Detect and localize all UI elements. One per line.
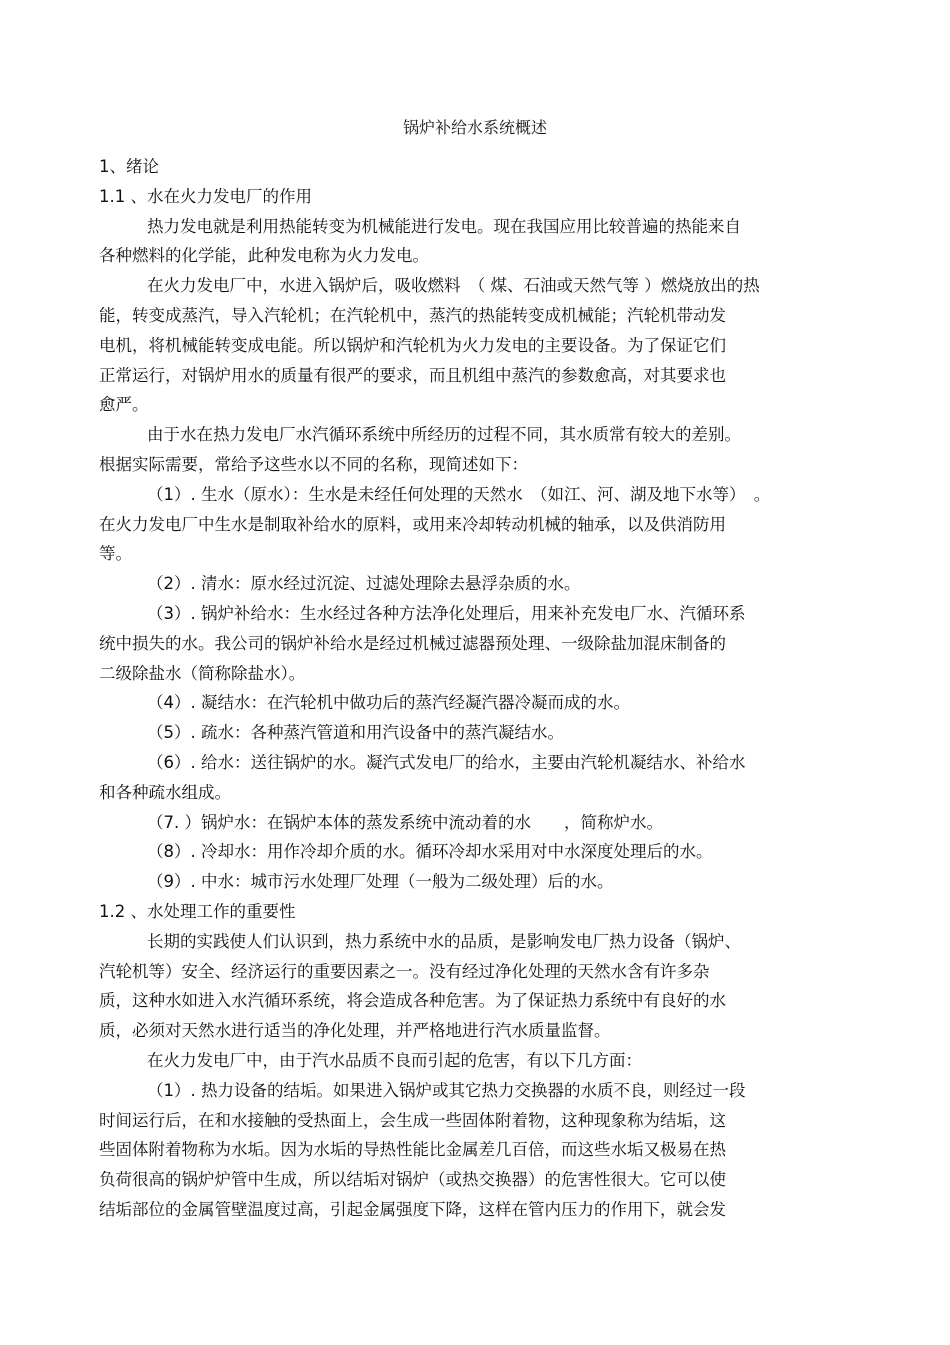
text-line: 愈严。 [99, 395, 149, 415]
text-line: 和各种疏水组成。 [99, 782, 231, 802]
text-line: （6）. 给水：送往锅炉的水。凝汽式发电厂的给水，主要由汽轮机凝结水、补给水 [147, 752, 746, 772]
text-line: 质，必须对天然水进行适当的净化处理，并严格地进行汽水质量监督。 [99, 1021, 611, 1041]
text-line: （1）. 热力设备的结垢。如果进入锅炉或其它热力交换器的水质不良，则经过一段 [147, 1080, 746, 1100]
text-line: （7. ）锅炉水：在锅炉本体的蒸发系统中流动着的水 ，简称炉水。 [147, 812, 663, 832]
text-line: 时间运行后，在和水接触的受热面上，会生成一些固体附着物，这种现象称为结垢，这 [99, 1110, 726, 1130]
document-title: 锅炉补给水系统概述 [402, 118, 547, 137]
text-line: 质，这种水如进入水汽循环系统，将会造成各种危害。为了保证热力系统中有良好的水 [99, 991, 726, 1011]
text-line: 二级除盐水（简称除盐水）。 [99, 663, 306, 683]
text-line: 等。 [99, 544, 132, 564]
text-line: 各种燃料的化学能，此种发电称为火力发电。 [99, 246, 429, 266]
text-line: 热力发电就是利用热能转变为机械能进行发电。现在我国应用比较普遍的热能来自 [147, 216, 741, 236]
text-line: 在火力发电厂中，由于汽水品质不良而引起的危害，有以下几方面： [147, 1050, 642, 1070]
text-line: 1.1 、水在火力发电厂的作用 [99, 186, 312, 206]
text-line: 电机，将机械能转变成电能。所以锅炉和汽轮机为火力发电的主要设备。为了保证它们 [99, 335, 726, 355]
text-line: （4）. 凝结水：在汽轮机中做功后的蒸汽经凝汽器冷凝而成的水。 [147, 693, 630, 713]
text-line: （8）. 冷却水：用作冷却介质的水。循环冷却水采用对中水深度处理后的水。 [147, 842, 713, 862]
text-line: 根据实际需要，常给予这些水以不同的名称，现简述如下： [99, 454, 528, 474]
text-line: 长期的实践使人们认识到，热力系统中水的品质，是影响发电厂热力设备（锅炉、 [147, 931, 741, 951]
text-line: 结垢部位的金属管壁温度过高，引起金属强度下降，这样在管内压力的作用下，就会发 [99, 1199, 726, 1219]
text-line: 由于水在热力发电厂水汽循环系统中所经历的过程不同，其水质常有较大的差别。 [147, 425, 741, 445]
text-line: 负荷很高的锅炉炉管中生成，所以结垢对锅炉（或热交换器）的危害性很大。它可以使 [99, 1170, 726, 1190]
text-line: 1、绪论 [99, 157, 159, 176]
text-line: （9）. 中水：城市污水处理厂处理（一般为二级处理）后的水。 [147, 872, 614, 892]
text-line: 能，转变成蒸汽，导入汽轮机；在汽轮机中，蒸汽的热能转变成机械能；汽轮机带动发 [99, 305, 726, 325]
text-line: 1.2 、水处理工作的重要性 [99, 901, 296, 921]
text-line: 正常运行，对锅炉用水的质量有很严的要求，而且机组中蒸汽的参数愈高，对其要求也 [99, 365, 726, 385]
text-line: （2）. 清水：原水经过沉淀、过滤处理除去悬浮杂质的水。 [147, 574, 581, 594]
text-line: 统中损失的水。我公司的锅炉补给水是经过机械过滤器预处理、一级除盐加混床制备的 [99, 633, 726, 653]
text-line: 在火力发电厂中，水进入锅炉后，吸收燃料 （ 煤、石油或天然气等 ）燃烧放出的热 [147, 276, 760, 296]
text-line: （5）. 疏水：各种蒸汽管道和用汽设备中的蒸汽凝结水。 [147, 723, 564, 743]
text-line: 些固体附着物称为水垢。因为水垢的导热性能比金属差几百倍，而这些水垢又极易在热 [99, 1140, 726, 1160]
text-line: 汽轮机等）安全、经济运行的重要因素之一。没有经过净化处理的天然水含有许多杂 [99, 961, 710, 981]
text-line: （1）. 生水（原水）：生水是未经任何处理的天然水 （如江、河、湖及地下水等） 。 [147, 484, 771, 504]
text-line: （3）. 锅炉补给水：生水经过各种方法净化处理后，用来补充发电厂水、汽循环系 [147, 603, 746, 623]
text-line: 在火力发电厂中生水是制取补给水的原料，或用来冷却转动机械的轴承，以及供消防用 [99, 514, 726, 534]
document-body [99, 152, 819, 1225]
